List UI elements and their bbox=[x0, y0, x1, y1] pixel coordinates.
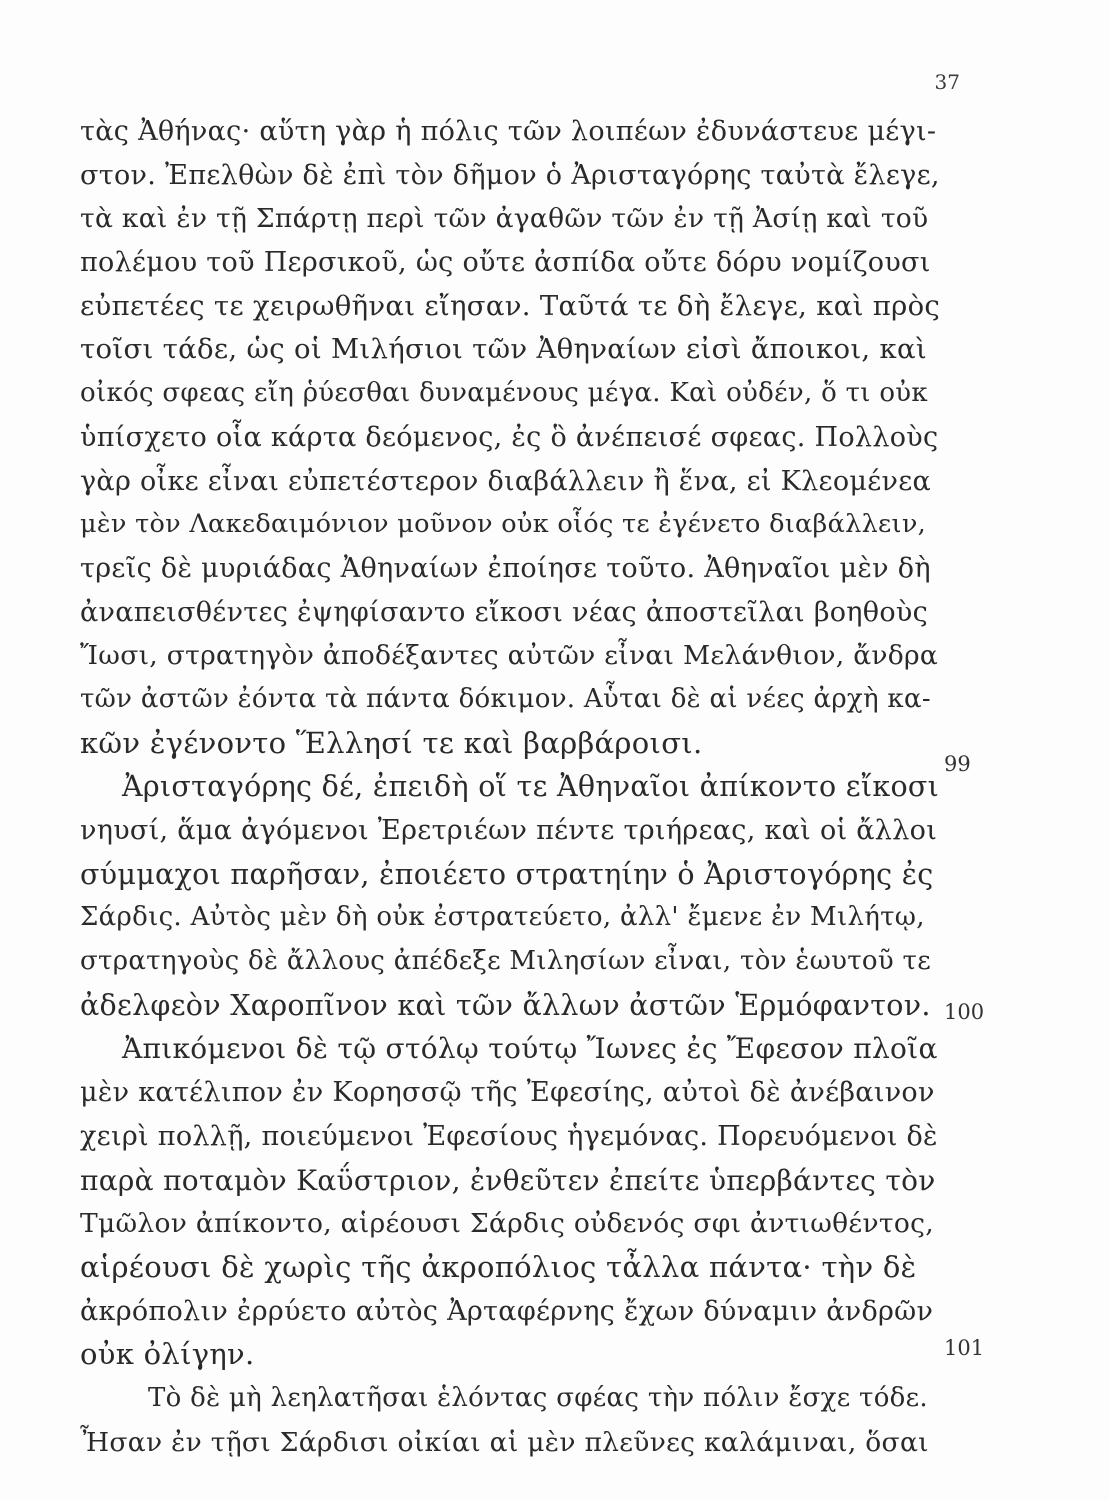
section-number-100: 100 bbox=[944, 1000, 985, 1024]
text-line: κῶν ἐγένοντο Ἕλλησί τε καὶ βαρβάροισι. bbox=[80, 725, 703, 760]
text-line: οὐκ ὀλίγην. bbox=[80, 1337, 255, 1372]
text-line: νηυσί, ἅμα ἀγόμενοι Ἐρετριέων πέντε τριήρεας, καὶ οἱ ἄλλοι bbox=[80, 815, 938, 846]
page-number: 37 bbox=[934, 70, 960, 94]
text-line: χειρὶ πολλῇ, ποιεύμενοι Ἐφεσίους ἡγεμόνας. Πορευόμενοι δὲ bbox=[80, 1120, 938, 1152]
paragraph-start-line: Ἀπικόμενοι δὲ τῷ στόλῳ τούτῳ Ἴωνες ἐς Ἔφεσον πλοῖα bbox=[122, 1032, 938, 1066]
text-line: ἀδελφεὸν Χαροπῖνον καὶ τῶν ἄλλων ἀστῶν Ἑρμόφαντον. bbox=[80, 988, 931, 1022]
text-line: μὲν τὸν Λακεδαιμόνιον μοῦνον οὐκ οἷός τε ἐγένετο διαβάλλειν, bbox=[80, 509, 927, 540]
section-number-101: 101 bbox=[944, 1336, 985, 1360]
text-line: τὰς Ἀθήνας· αὕτη γὰρ ἡ πόλις τῶν λοιπέων ἐδυνάστευε μέγι- bbox=[80, 116, 937, 147]
text-line: τρεῖς δὲ μυριάδας Ἀθηναίων ἐποίησε τοῦτο. Ἀθηναῖοι μὲν δὴ bbox=[80, 552, 931, 584]
body-text bbox=[80, 110, 940, 1464]
paragraph-start-line: Ἀρισταγόρης δέ, ἐπειδὴ οἵ τε Ἀθηναῖοι ἀπίκοντο εἴκοσι bbox=[122, 770, 940, 804]
text-line: τὰ καὶ ἐν τῇ Σπάρτῃ περὶ τῶν ἀγαθῶν τῶν ἐν τῇ Ἀσίῃ καὶ τοῦ bbox=[80, 203, 929, 235]
paragraph-start-line: Τὸ δὲ μὴ λεηλατῆσαι ἑλόντας σφέας τὴν πόλιν ἔσχε τόδε. bbox=[148, 1382, 928, 1413]
text-line: πολέμου τοῦ Περσικοῦ, ὡς οὔτε ἀσπίδα οὔτε δόρυ νομίζουσι bbox=[80, 247, 931, 279]
text-line: αἱρέουσι δὲ χωρὶς τῆς ἀκροπόλιος τἆλλα πάντα· τὴν δὲ bbox=[80, 1249, 917, 1284]
text-line: γὰρ οἶκε εἶναι εὐπετέστερον διαβάλλειν ἢ ἕνα, εἰ Κλεομένεα bbox=[80, 465, 932, 497]
text-line: ὑπίσχετο οἷα κάρτα δεόμενος, ἐς ὃ ἀνέπεισέ σφεας. Πολλοὺς bbox=[80, 421, 939, 453]
text-line: Τμῶλον ἀπίκοντο, αἱρέουσι Σάρδις οὐδενός σφι ἀντιωθέντος, bbox=[80, 1208, 934, 1240]
text-line: τῶν ἀστῶν ἐόντα τὰ πάντα δόκιμον. Αὗται δὲ αἱ νέες ἀρχὴ κα- bbox=[80, 683, 931, 714]
text-line: εὐπετέες τε χειρωθῆναι εἴησαν. Ταῦτά τε δὴ ἔλεγε, καὶ πρὸς bbox=[80, 289, 941, 322]
text-line: τοῖσι τάδε, ὡς οἱ Μιλήσιοι τῶν Ἀθηναίων εἰσὶ ἄποικοι, καὶ bbox=[80, 333, 927, 366]
text-line: ἀκρόπολιν ἐρρύετο αὐτὸς Ἀρταφέρνης ἔχων δύναμιν ἀνδρῶν bbox=[80, 1295, 934, 1327]
text-line: μὲν κατέλιπον ἐν Κορησσῷ τῆς Ἐφεσίης, αὐτοὶ δὲ ἀνέβαινον bbox=[80, 1077, 935, 1109]
text-line: Σάρδις. Αὐτὸς μὲν δὴ οὐκ ἐστρατεύετο, ἀλλ' ἔμενε ἐν Μιλήτῳ, bbox=[80, 902, 925, 933]
text-line: παρὰ ποταμὸν Καΰστριον, ἐνθεῦτεν ἐπείτε ὑπερβάντες τὸν bbox=[80, 1163, 936, 1197]
text-line: στρατηγοὺς δὲ ἄλλους ἀπέδεξε Μιλησίων εἶναι, τὸν ἑωυτοῦ τε bbox=[80, 946, 931, 977]
text-line: Ἦσαν ἐν τῇσι Σάρδισι οἰκίαι αἱ μὲν πλεῦνες καλάμιναι, ὅσαι bbox=[80, 1426, 929, 1458]
text-line: σύμμαχοι παρῆσαν, ἐποιέετο στρατηίην ὁ Ἀριστογόρης ἐς bbox=[80, 857, 934, 891]
section-number-99: 99 bbox=[944, 752, 971, 776]
text-line: ἀναπεισθέντες ἐψηφίσαντο εἴκοσι νέας ἀποστεῖλαι βοηθοὺς bbox=[80, 596, 929, 628]
text-line: Ἴωσι, στρατηγὸν ἀποδέξαντες αὐτῶν εἶναι Μελάνθιον, ἄνδρα bbox=[80, 640, 939, 672]
text-line: οἰκός σφεας εἴη ῥύεσθαι δυναμένους μέγα. Καὶ οὐδέν, ὅ τι οὐκ bbox=[80, 378, 928, 409]
text-line: στον. Ἐπελθὼν δὲ ἐπὶ τὸν δῆμον ὁ Ἀρισταγόρης ταὐτὰ ἔλεγε, bbox=[80, 159, 940, 191]
